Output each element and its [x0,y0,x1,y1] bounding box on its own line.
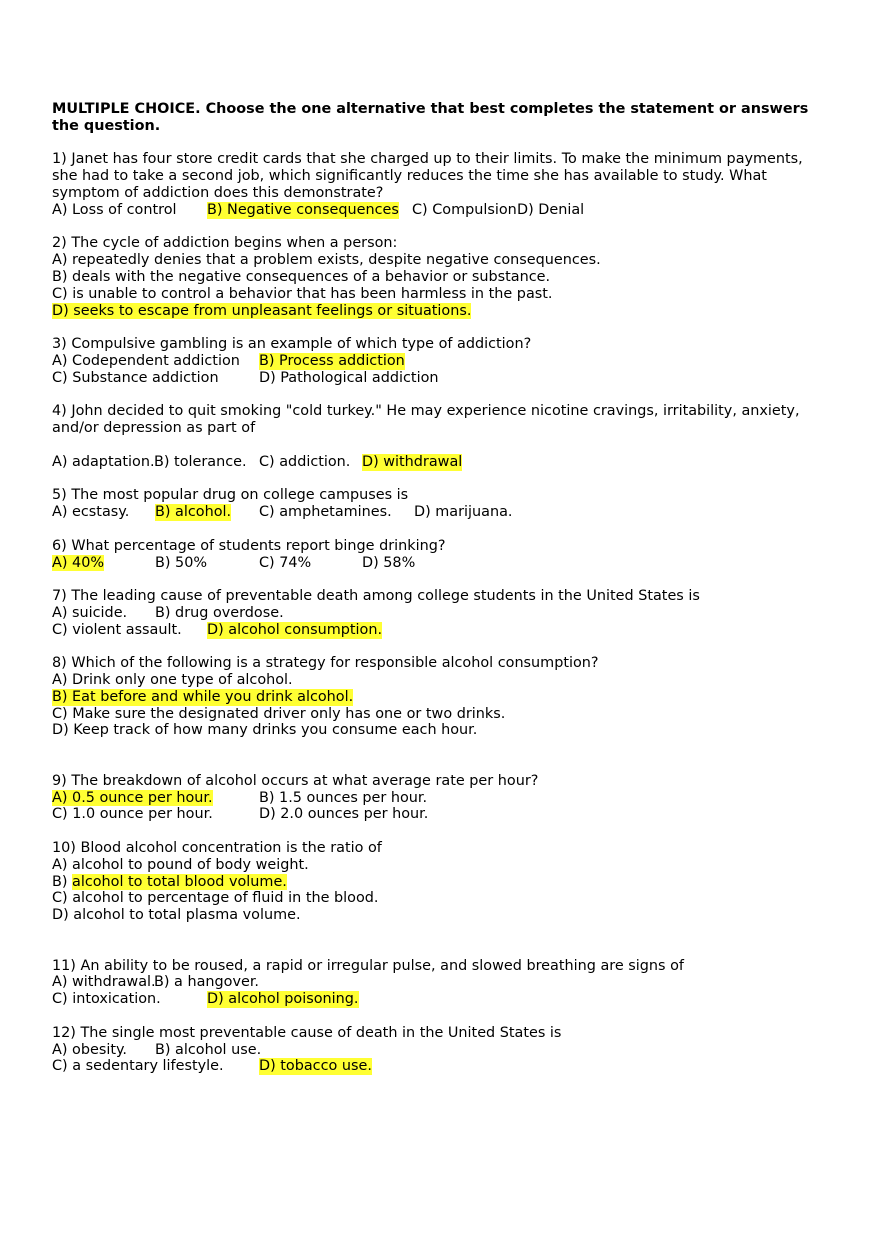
question-stem: 6) What percentage of students report binge drinking? [52,537,446,554]
option-b-answer: alcohol to total blood volume. [72,873,287,890]
question-7 [52,588,832,638]
question-stem: 7) The leading cause of preventable death among college students in the United States is [52,588,700,605]
question-stem: 9) The breakdown of alcohol occurs at what average rate per hour? [52,772,539,789]
option-a: A) alcohol to pound of body weight. [52,856,309,873]
option-d-answer: D) alcohol poisoning. [207,991,359,1008]
option-a: A) Loss of control [52,201,177,218]
question-stem: 1) Janet has four store credit cards that she charged up to their limits. To make the minimum payments, she had to take a second job, which significantly reduces the time she has available to study. What symptom of addiction does this demonstrate? [52,151,803,201]
option-b: B) deals with the negative consequences of a behavior or substance. [52,268,551,285]
question-stem: 12) The single most preventable cause of death in the United States is [52,1024,562,1041]
question-8 [52,655,832,739]
option-a: A) Codependent addiction [52,352,240,369]
question-1 [52,151,832,218]
question-stem: 2) The cycle of addiction begins when a person: [52,235,398,252]
question-12 [52,1025,832,1075]
option-c: C) amphetamines. [259,504,392,521]
option-c: C) intoxication. [52,991,161,1008]
question-2 [52,235,832,319]
question-3 [52,336,832,386]
option-c: C) violent assault. [52,621,182,638]
question-11 [52,958,832,1008]
option-d: D) Denial [517,201,585,218]
option-a: A) Drink only one type of alcohol. [52,672,293,689]
question-stem: 4) John decided to quit smoking "cold turkey." He may experience nicotine cravings, irritability, anxiety, and/or depression as part of [52,403,800,437]
option-a: A) withdrawal. [52,974,156,991]
option-c: C) a sedentary lifestyle. [52,1058,224,1075]
option-c: C) Compulsion [412,201,517,218]
option-b: B) drug overdose. [155,604,284,621]
option-a: A) repeatedly denies that a problem exists, despite negative consequences. [52,252,601,269]
option-a: A) obesity. [52,1041,128,1058]
option-c: C) is unable to control a behavior that has been harmless in the past. [52,285,553,302]
option-a-answer: A) 40% [52,554,105,571]
question-10 [52,840,832,924]
option-d: D) marijuana. [414,504,513,521]
question-stem: 8) Which of the following is a strategy for responsible alcohol consumption? [52,655,599,672]
option-c: C) 74% [259,554,312,571]
option-a: A) suicide. [52,604,128,621]
option-d: D) Pathological addiction [259,369,439,386]
instructions-heading: MULTIPLE CHOICE. Choose the one alternative that best completes the statement or answers the question. [52,101,809,134]
option-d-answer: D) withdrawal [362,453,463,470]
question-stem: 5) The most popular drug on college campuses is [52,487,409,504]
option-d: D) 58% [362,554,416,571]
option-d: D) alcohol to total plasma volume. [52,907,301,924]
option-d: D) Keep track of how many drinks you consume each hour. [52,722,478,739]
question-stem: 11) An ability to be roused, a rapid or irregular pulse, and slowed breathing are signs of [52,957,684,974]
option-c: C) Substance addiction [52,369,219,386]
option-c: C) 1.0 ounce per hour. [52,806,213,823]
option-b-answer: B) Negative consequences [207,201,399,218]
option-d: D) 2.0 ounces per hour. [259,806,429,823]
option-d-answer: D) tobacco use. [259,1058,372,1075]
option-b: B) 50% [155,554,208,571]
quiz-document [52,101,832,1075]
question-stem: 10) Blood alcohol concentration is the ratio of [52,840,382,857]
option-a: A) adaptation. [52,453,155,470]
option-b-answer: B) Eat before and while you drink alcohol. [52,688,354,705]
option-b: B) tolerance. [154,453,247,470]
option-b: B) a hangover. [154,974,259,991]
option-d-answer: D) alcohol consumption. [207,621,383,638]
option-b-answer: B) alcohol. [155,504,232,521]
option-a: A) ecstasy. [52,504,130,521]
question-9 [52,773,832,823]
question-4 [52,403,832,470]
option-c: C) Make sure the designated driver only has one or two drinks. [52,705,506,722]
option-b-answer: B) Process addiction [259,352,405,369]
option-b: B) alcohol use. [155,1041,262,1058]
option-b-letter: B) [52,873,68,890]
option-c: C) alcohol to percentage of fluid in the blood. [52,890,379,907]
option-d-answer: D) seeks to escape from unpleasant feelings or situations. [52,302,472,319]
option-b: B) 1.5 ounces per hour. [259,789,428,806]
option-a-answer: A) 0.5 ounce per hour. [52,789,213,806]
question-6 [52,538,832,572]
question-5 [52,487,832,521]
option-c: C) addiction. [259,453,351,470]
question-stem: 3) Compulsive gambling is an example of which type of addiction? [52,336,532,353]
